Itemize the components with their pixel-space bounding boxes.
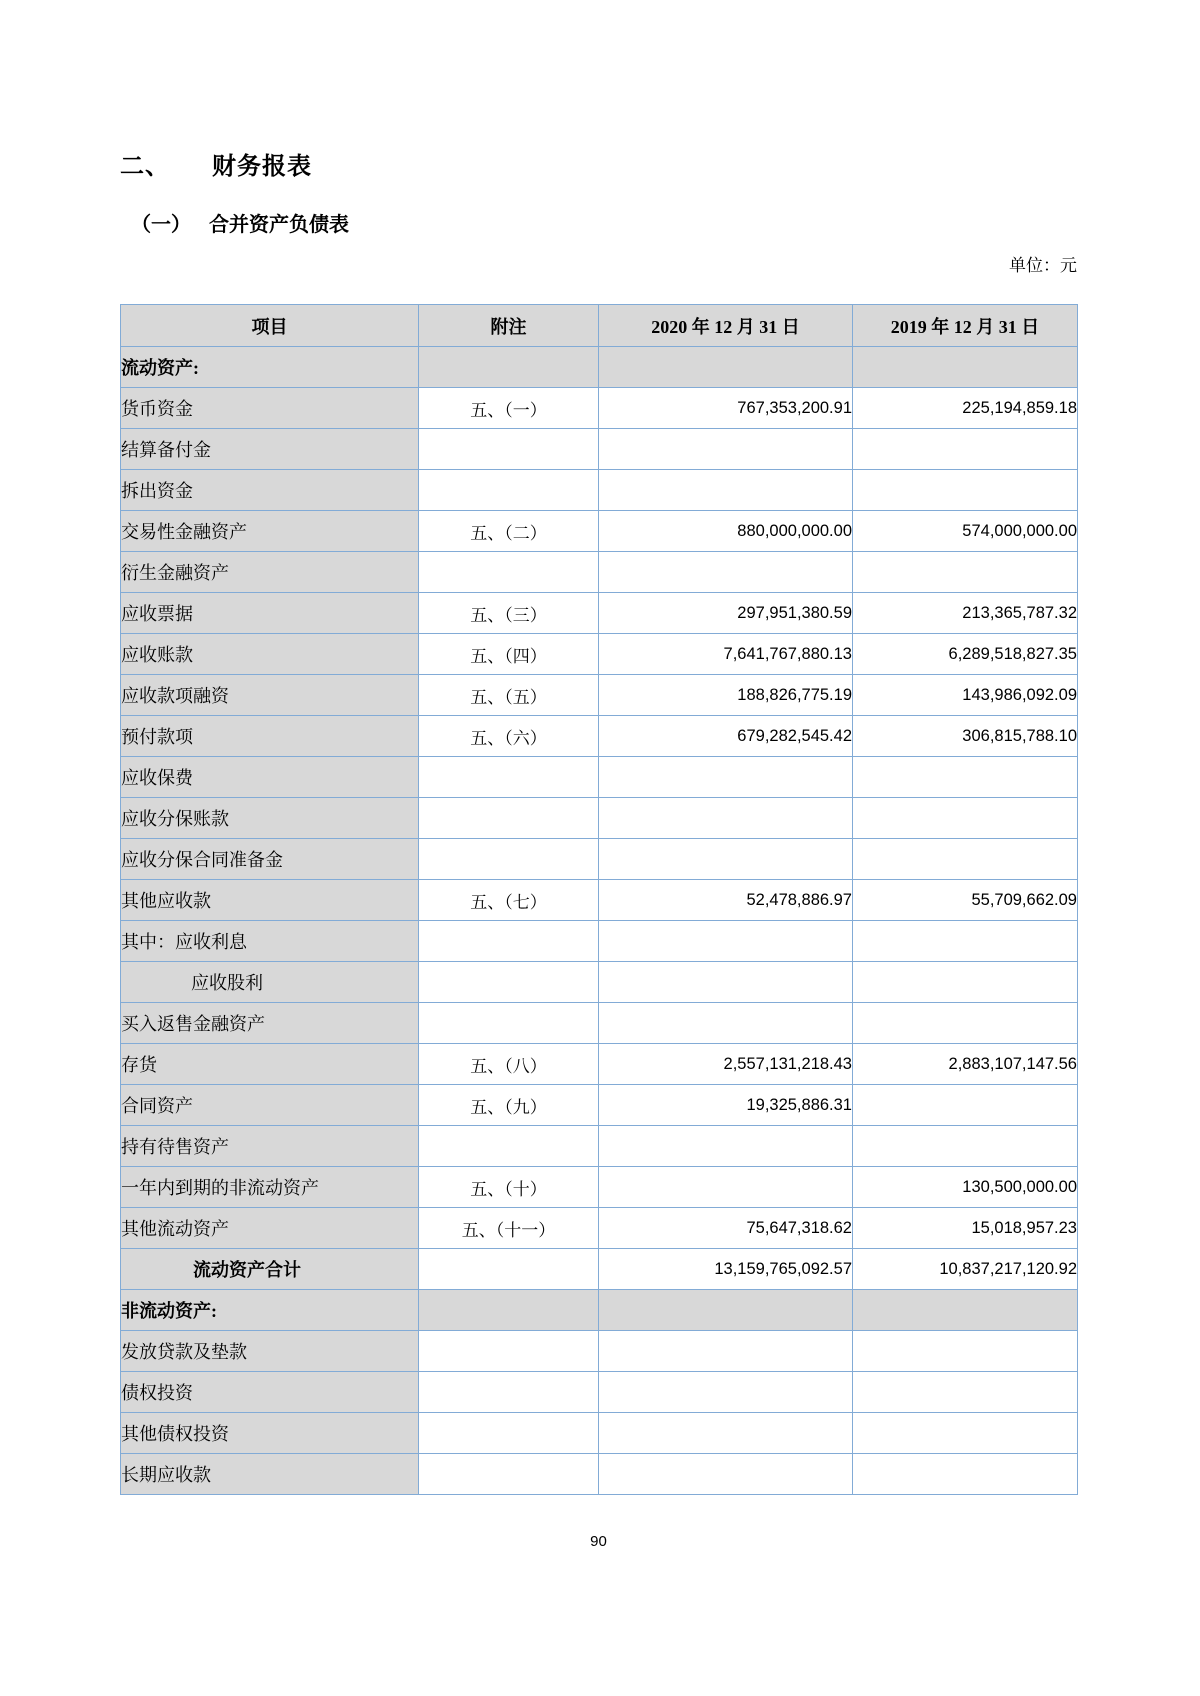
page-number: 90 [590,1533,607,1550]
row-2019-cell: 143,986,092.09 [853,675,1078,716]
row-2019-cell [853,347,1078,388]
row-note-cell [419,1413,599,1454]
row-2019-cell [853,470,1078,511]
table-row [121,962,1078,1003]
table-row [121,388,1078,429]
table-row [121,593,1078,634]
subsection-number: （一） [131,214,191,236]
row-2019-cell [853,1331,1078,1372]
row-2019-cell [853,921,1078,962]
row-2020-cell [599,921,853,962]
row-2020-cell: 188,826,775.19 [599,675,853,716]
row-label-cell: 债权投资 [121,1372,419,1413]
table-header-row [121,305,1078,347]
unit-label: 单位：元 [1009,256,1077,275]
table-row [121,1085,1078,1126]
row-2019-cell: 6,289,518,827.35 [853,634,1078,675]
row-note-cell [419,1003,599,1044]
row-note-cell [419,962,599,1003]
row-2020-cell: 13,159,765,092.57 [599,1249,853,1290]
column-header-2020: 2020 年 12 月 31 日 [599,305,853,347]
row-note-cell [419,470,599,511]
table-row [121,1167,1078,1208]
row-2020-cell [599,1167,853,1208]
row-2019-cell [853,798,1078,839]
row-label-cell: 应收股利 [121,962,419,1003]
row-2019-cell [853,429,1078,470]
row-2020-cell: 2,557,131,218.43 [599,1044,853,1085]
row-label-cell: 一年内到期的非流动资产 [121,1167,419,1208]
row-note-cell [419,429,599,470]
table-row [121,1331,1078,1372]
row-2020-cell [599,1126,853,1167]
row-2020-cell [599,1372,853,1413]
row-label-cell: 应收票据 [121,593,419,634]
row-note-cell: 五、（九） [419,1085,599,1126]
row-note-cell: 五、（七） [419,880,599,921]
row-label-cell: 结算备付金 [121,429,419,470]
row-2020-cell [599,1290,853,1331]
table-row [121,429,1078,470]
row-2020-cell [599,1413,853,1454]
row-label-cell: 存货 [121,1044,419,1085]
table-row [121,716,1078,757]
row-note-cell [419,798,599,839]
table-row [121,1126,1078,1167]
table-row [121,1249,1078,1290]
row-note-cell [419,921,599,962]
row-2020-cell [599,962,853,1003]
row-label-cell: 衍生金融资产 [121,552,419,593]
table-row [121,634,1078,675]
row-note-cell: 五、（五） [419,675,599,716]
row-label-cell: 长期应收款 [121,1454,419,1495]
row-note-cell: 五、（八） [419,1044,599,1085]
row-2020-cell [599,1003,853,1044]
row-label-cell: 发放贷款及垫款 [121,1331,419,1372]
row-2019-cell [853,757,1078,798]
row-2020-cell [599,1331,853,1372]
row-note-cell: 五、（二） [419,511,599,552]
row-2019-cell: 55,709,662.09 [853,880,1078,921]
row-label-cell: 流动资产: [121,347,419,388]
row-2020-cell [599,429,853,470]
table-row [121,1413,1078,1454]
row-label-cell: 拆出资金 [121,470,419,511]
row-2020-cell: 880,000,000.00 [599,511,853,552]
row-2020-cell: 52,478,886.97 [599,880,853,921]
table-row [121,921,1078,962]
row-label-cell: 买入返售金融资产 [121,1003,419,1044]
row-note-cell: 五、（十一） [419,1208,599,1249]
row-2019-cell: 574,000,000.00 [853,511,1078,552]
row-2019-cell [853,1126,1078,1167]
row-2019-cell [853,1085,1078,1126]
table-row [121,798,1078,839]
row-2020-cell [599,470,853,511]
row-label-cell: 合同资产 [121,1085,419,1126]
row-2019-cell: 213,365,787.32 [853,593,1078,634]
table-row [121,839,1078,880]
row-2020-cell [599,757,853,798]
row-note-cell: 五、（四） [419,634,599,675]
row-2019-cell [853,1003,1078,1044]
row-note-cell [419,1290,599,1331]
table-row [121,1208,1078,1249]
row-note-cell [419,757,599,798]
row-2020-cell [599,552,853,593]
balance-sheet-table [120,304,1078,1495]
column-header-2019: 2019 年 12 月 31 日 [853,305,1078,347]
row-label-cell: 应收分保账款 [121,798,419,839]
column-header-item: 项目 [121,305,419,347]
column-header-note: 附注 [419,305,599,347]
section-number: 二、 [120,154,170,180]
row-label-cell: 其他债权投资 [121,1413,419,1454]
table-row [121,552,1078,593]
row-2020-cell: 767,353,200.91 [599,388,853,429]
table-row [121,470,1078,511]
row-2019-cell [853,839,1078,880]
row-note-cell: 五、（六） [419,716,599,757]
row-2019-cell [853,1290,1078,1331]
row-label-cell: 应收账款 [121,634,419,675]
subsection-title: 合并资产负债表 [209,214,349,236]
table-row [121,675,1078,716]
row-label-cell: 持有待售资产 [121,1126,419,1167]
table-row [121,1044,1078,1085]
row-note-cell [419,1372,599,1413]
table-row [121,1454,1078,1495]
row-2019-cell [853,552,1078,593]
row-2020-cell [599,347,853,388]
row-2019-cell [853,962,1078,1003]
table-row [121,1290,1078,1331]
table-row [121,1003,1078,1044]
row-label-cell: 应收保费 [121,757,419,798]
row-2020-cell: 679,282,545.42 [599,716,853,757]
row-label-cell: 非流动资产: [121,1290,419,1331]
row-2020-cell [599,1454,853,1495]
row-note-cell [419,347,599,388]
row-2019-cell: 225,194,859.18 [853,388,1078,429]
row-note-cell [419,552,599,593]
row-2019-cell: 130,500,000.00 [853,1167,1078,1208]
row-label-cell: 其他应收款 [121,880,419,921]
row-2020-cell: 7,641,767,880.13 [599,634,853,675]
table-row [121,757,1078,798]
row-2019-cell: 10,837,217,120.92 [853,1249,1078,1290]
row-note-cell [419,1454,599,1495]
row-2020-cell [599,798,853,839]
row-label-cell: 其中：应收利息 [121,921,419,962]
row-label-cell: 预付款项 [121,716,419,757]
row-label-cell: 其他流动资产 [121,1208,419,1249]
table-row [121,347,1078,388]
row-note-cell [419,1126,599,1167]
section-heading [120,146,312,181]
row-note-cell: 五、（十） [419,1167,599,1208]
table-row [121,511,1078,552]
row-label-cell: 应收款项融资 [121,675,419,716]
row-2019-cell [853,1413,1078,1454]
row-note-cell [419,1331,599,1372]
row-2019-cell: 2,883,107,147.56 [853,1044,1078,1085]
row-2019-cell [853,1372,1078,1413]
row-2020-cell: 297,951,380.59 [599,593,853,634]
row-label-cell: 应收分保合同准备金 [121,839,419,880]
row-label-cell: 交易性金融资产 [121,511,419,552]
row-2019-cell [853,1454,1078,1495]
row-2020-cell: 75,647,318.62 [599,1208,853,1249]
row-note-cell: 五、（三） [419,593,599,634]
row-2019-cell: 15,018,957.23 [853,1208,1078,1249]
subsection-heading [131,208,349,237]
row-label-cell: 流动资产合计 [121,1249,419,1290]
row-label-cell: 货币资金 [121,388,419,429]
row-2020-cell: 19,325,886.31 [599,1085,853,1126]
row-note-cell [419,1249,599,1290]
row-note-cell [419,839,599,880]
row-2020-cell [599,839,853,880]
row-2019-cell: 306,815,788.10 [853,716,1078,757]
row-note-cell: 五、（一） [419,388,599,429]
table-row [121,880,1078,921]
table-row [121,1372,1078,1413]
section-title: 财务报表 [212,154,312,180]
